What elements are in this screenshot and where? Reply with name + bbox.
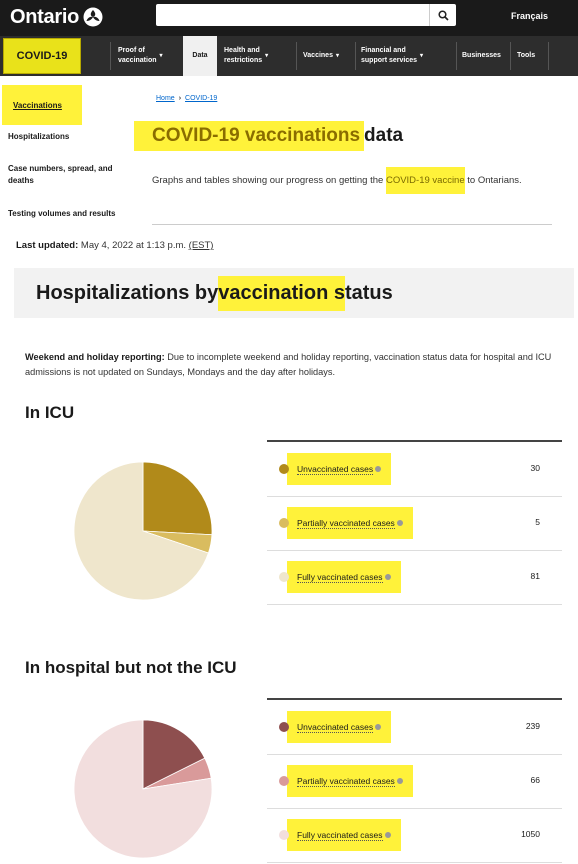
- legend-row-unvaccinated: [267, 700, 562, 755]
- chevron-down-icon: ▾: [420, 52, 424, 59]
- trillium-logo-icon[interactable]: [83, 7, 103, 27]
- breadcrumb-separator: ›: [178, 95, 182, 102]
- icu-pie-chart: [72, 460, 214, 602]
- legend-row-partially: [267, 496, 562, 551]
- nav-item-label: Businesses: [462, 51, 501, 59]
- nav-divider: [510, 42, 511, 70]
- legend-label-text: Fully vaccinated cases: [297, 829, 383, 840]
- nav-item-tools[interactable]: [517, 36, 547, 76]
- legend-label-text: Fully vaccinated cases: [297, 571, 383, 582]
- breadcrumb-home-link[interactable]: Home: [156, 95, 175, 102]
- legend-swatch: [279, 830, 289, 840]
- legend-label[interactable]: [287, 819, 401, 851]
- search-box: [156, 4, 456, 26]
- page-title-highlight: COVID-19 vaccinations: [134, 121, 364, 151]
- legend-value: 1050: [521, 829, 540, 839]
- pie-slice-unvaccinated-cases[interactable]: [143, 462, 212, 535]
- page-title: [134, 116, 403, 156]
- info-icon[interactable]: [385, 832, 391, 838]
- nav-divider: [355, 42, 356, 70]
- nav-covid19[interactable]: COVID-19: [3, 38, 81, 74]
- info-icon[interactable]: [397, 520, 403, 526]
- divider: [152, 224, 552, 225]
- nav-divider: [110, 42, 111, 70]
- hospital-pie-chart: [72, 718, 214, 860]
- nav-item-health-restrictions[interactable]: [224, 36, 290, 76]
- legend-swatch: [279, 518, 289, 528]
- legend-label[interactable]: [287, 507, 413, 539]
- nav-divider: [456, 42, 457, 70]
- legend-value: 30: [530, 463, 540, 473]
- legend-value: 66: [530, 775, 540, 785]
- nav-item-label: Proof of vaccination: [118, 46, 157, 64]
- info-icon[interactable]: [375, 466, 381, 472]
- legend-label[interactable]: [287, 765, 413, 797]
- legend-row-unvaccinated: [267, 442, 562, 497]
- icu-title: In ICU: [25, 403, 75, 422]
- note-heading: Weekend and holiday reporting:: [25, 352, 165, 362]
- nav-item-financial-support[interactable]: [361, 36, 451, 76]
- section-title-post: tatus: [344, 281, 393, 304]
- last-updated-label: Last updated:: [16, 240, 79, 251]
- page-title-rest: data: [364, 125, 404, 146]
- legend-value: 239: [525, 721, 540, 731]
- legend-label-text: Partially vaccinated cases: [297, 517, 395, 528]
- nav-item-businesses[interactable]: [462, 36, 506, 76]
- sidebar-item-case-numbers[interactable]: Case numbers, spread, and deaths: [8, 164, 113, 186]
- legend-value: 81: [530, 571, 540, 581]
- icu-legend-table: [267, 440, 562, 610]
- main-nav: [0, 36, 578, 76]
- legend-label-text: Unvaccinated cases: [297, 463, 374, 474]
- legend-swatch: [279, 776, 289, 786]
- last-updated: [16, 240, 213, 251]
- legend-label-text: Unvaccinated cases: [297, 721, 374, 732]
- info-icon[interactable]: [385, 574, 391, 580]
- info-icon[interactable]: [397, 778, 403, 784]
- legend-value: 5: [535, 517, 540, 527]
- top-header: [0, 0, 578, 36]
- nav-item-data[interactable]: [183, 36, 217, 76]
- breadcrumb-covid-link[interactable]: COVID-19: [185, 95, 218, 102]
- legend-swatch: [279, 572, 289, 582]
- search-icon: [438, 10, 449, 21]
- nav-item-label: Data: [192, 51, 208, 59]
- language-toggle-link[interactable]: Français: [511, 11, 549, 21]
- nav-item-label: Tools: [517, 51, 536, 59]
- legend-row-fully: [267, 550, 562, 605]
- nav-divider: [548, 42, 549, 70]
- legend-label[interactable]: [287, 453, 391, 485]
- page-description: [152, 174, 532, 188]
- chevron-down-icon: ▾: [265, 52, 269, 59]
- timezone-abbr[interactable]: (EST): [188, 240, 214, 251]
- note-text: Due to incomplete weekend and holiday reporting, vaccination status data for hospital and ICU admissions is not updated on Sundays, Mondays and the day after holidays.: [25, 352, 552, 378]
- hospital-legend-table: [267, 698, 562, 864]
- hospital-title: In hospital but not the ICU: [25, 658, 237, 677]
- legend-label-text: Partially vaccinated cases: [297, 775, 395, 786]
- breadcrumb: [156, 95, 217, 102]
- description-text: to Ontarians.: [464, 175, 522, 186]
- legend-swatch: [279, 722, 289, 732]
- info-icon[interactable]: [375, 724, 381, 730]
- sidebar-item-vaccinations[interactable]: Vaccinations: [2, 85, 82, 125]
- search-button[interactable]: [429, 4, 456, 26]
- nav-item-proof-of-vaccination[interactable]: [118, 36, 180, 76]
- description-text: Graphs and tables showing our progress on getting the: [152, 175, 386, 186]
- sidebar-item-hospitalizations[interactable]: Hospitalizations: [8, 132, 70, 141]
- search-input[interactable]: [160, 5, 429, 27]
- legend-label[interactable]: [287, 711, 391, 743]
- legend-swatch: [279, 464, 289, 474]
- nav-divider: [296, 42, 297, 70]
- nav-item-label: Health and restrictions: [224, 46, 263, 64]
- chevron-down-icon: ▾: [335, 52, 339, 59]
- last-updated-value: May 4, 2022 at 1:13 p.m.: [80, 240, 187, 251]
- nav-item-label: Vaccines: [303, 51, 333, 59]
- nav-item-label: Financial and support services: [361, 46, 418, 64]
- legend-row-fully: [267, 808, 562, 863]
- sidebar-item-testing[interactable]: Testing volumes and results: [8, 209, 116, 218]
- section-title: [36, 270, 393, 316]
- reporting-note: [25, 350, 555, 380]
- legend-label[interactable]: [287, 561, 401, 593]
- chevron-down-icon: ▾: [159, 52, 163, 59]
- covid-vaccine-link[interactable]: COVID-19 vaccine: [386, 167, 465, 194]
- section-title-pre: Hospitalizations by: [36, 281, 219, 304]
- nav-item-vaccines[interactable]: [303, 36, 353, 76]
- section-title-highlight: vaccination s: [218, 276, 345, 311]
- legend-row-partially: [267, 754, 562, 809]
- ontario-logo[interactable]: Ontario: [10, 6, 80, 28]
